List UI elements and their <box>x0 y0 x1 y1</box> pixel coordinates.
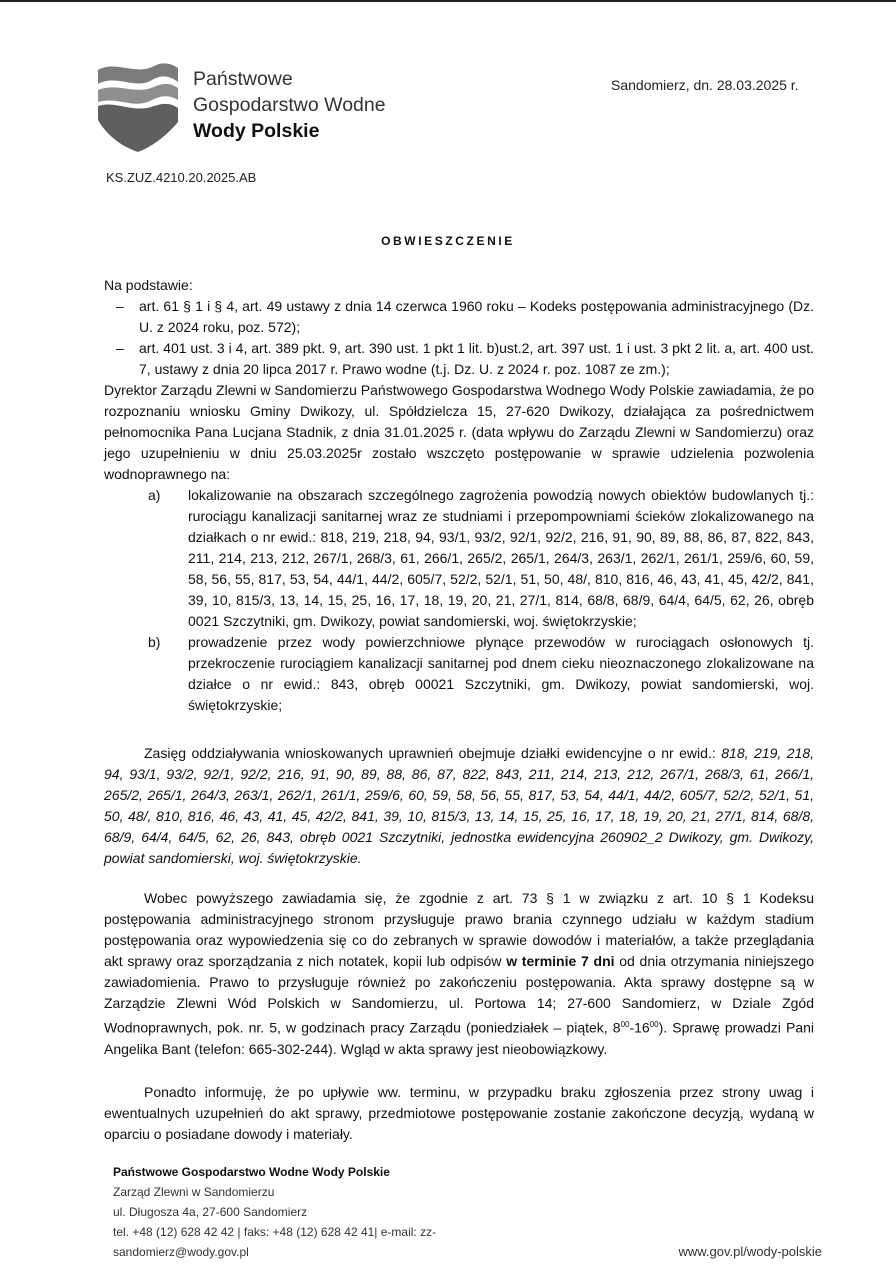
footer-email: sandomierz@wody.gov.pl <box>113 1245 249 1259</box>
deadline-text: w terminie 7 dni <box>506 953 615 969</box>
basis-item-text: art. 401 ust. 3 i 4, art. 389 pkt. 9, art. 390 ust. 1 pkt 1 lit. b)ust.2, art. 397 ust. 1 i ust. 3 pkt 2 lit. a, art. 400 ust. 7, ustawy z dnia 20 lipca 2017 r. Prawo wodne (t.j. Dz. U. z 2024 r. poz. 1087 ze zm.); <box>139 340 814 377</box>
logo-line-3: Wody Polskie <box>193 120 320 142</box>
notice-paragraph: Dyrektor Zarządu Zlewni w Sandomierzu Państwowego Gospodarstwa Wodnego Wody Polskie zawiadamia, że po rozpoznaniu wniosku Gminy Dwikozy, ul. Spółdzielcza 15, 27-620 Dwikozy, działająca za pośrednictwem pełnomocnika Pana Lucjana Stadnik, z dnia 31.01.2025 r. (data wpływu do Zarządu Zlewni w Sandomierzu) oraz jego uzupełnieniu w dniu 25.03.2025r zostało wszczęto postępowanie w sprawie udzielenia pozwolenia wodnoprawnego na: <box>104 382 814 482</box>
rights-text-d: ). Sprawę prowadzi Pani Angelika Bant (telefon: 665-302-244). Wgląd w akta sprawy jest nieobowiązkowy. <box>104 1019 814 1057</box>
legal-basis <box>104 275 814 716</box>
request-item-a <box>148 485 814 632</box>
footer-org: Państwowe Gospodarstwo Wodne Wody Polskie <box>113 1165 390 1179</box>
dash-bullet: – <box>116 298 124 314</box>
footer-unit: Zarząd Zlewni w Sandomierzu <box>113 1185 275 1199</box>
scan-top-border <box>0 0 896 2</box>
item-text: lokalizowanie na obszarach szczególnego zagrożenia powodzią nowych obiektów budowlanych tj.: rurociągu kanalizacji sanitarnej wraz ze studniami i przepompowniami ścieków zlokalizowanego na działkach o nr ewid.: 818, 219, 218, 94, 93/1, 93/2, 92/1, 92/2, 216, 91, 90, 89, 88, 86, 87, 822, 843, 211, 214, 213, 212, 267/1, 268/3, 61, 266/1, 265/2, 265/1, 264/3, 263/1, 262/1, 261/1, 259/6, 60, 59, 58, 56, 55, 817, 53, 54, 44/1, 44/2, 605/7, 52/2, 52/1, 51, 50, 48/, 810, 816, 46, 43, 41, 45, 42/2, 841, 39, 10, 815/3, 13, 14, 15, 25, 16, 17, 18, 19, 20, 21, 27/1, 814, 68/8, 68/9, 64/4, 64/5, 62, 26, obręb 0021 Szczytniki, gm. Dwikozy, powiat sandomierski, woj. świętokrzyskie; <box>188 487 814 629</box>
dash-bullet: – <box>116 340 124 356</box>
rights-paragraph <box>104 888 814 1060</box>
footer-address: ul. Długosza 4a, 27-600 Sandomierz <box>113 1205 308 1219</box>
logo-line-1: Państwowe <box>193 68 293 90</box>
basis-item <box>104 296 814 338</box>
request-item-b <box>148 632 814 716</box>
item-text: prowadzenie przez wody powierzchniowe płynące przewodów w rurociągach osłonowych tj. przekroczenie rurociągiem kanalizacji sanitarnej pod dnem cieku nieoznaczonego zlokalizowane na działce o nr ewid.: 843, obręb 00021 Szczytniki, gm. Dwikozy, powiat sandomierski, woj. świętokrzyskie; <box>188 634 814 713</box>
case-signature: KS.ZUZ.4210.20.2025.AB <box>106 170 257 185</box>
footer-website: www.gov.pl/wody-polskie <box>678 1244 822 1259</box>
hour-sup-1: 00 <box>620 1020 630 1029</box>
footer-contact <box>113 1162 436 1262</box>
wody-polskie-logo-icon <box>96 62 180 154</box>
document-date: Sandomierz, dn. 28.03.2025 r. <box>611 77 799 93</box>
footer-contact-line: tel. +48 (12) 628 42 42 | faks: +48 (12) 628 42 41| e-mail: zz- <box>113 1225 437 1239</box>
basis-item-text: art. 61 § 1 i § 4, art. 49 ustawy z dnia 14 czerwca 1960 roku – Kodeks postępowania administracyjnego (Dz. U. z 2024 roku, poz. 572); <box>139 298 814 335</box>
item-label: a) <box>148 487 161 503</box>
rights-text-b: od dnia otrzymania niniejszego zawiadomienia. Prawo to przysługuje również po zakończeniu postępowania. Akta sprawy dostępne są w Zarządzie Zlewni Wód Polskich w Sandomierzu, ul. Portowa 14; 27-600 Sandomierz, w Dziale Zgód Wodnoprawnych, pok. nr. 5, w godzinach pracy Zarządu (poniedziałek – piątek, 8 <box>104 953 814 1036</box>
closing-paragraph: Ponadto informuję, że po upływie ww. terminu, w przypadku braku zgłoszenia przez strony uwag i ewentualnych uzupełnień do akt sprawy, przedmiotowe postępowanie zostanie zakończone decyzją, wydaną w oparciu o posiadane dowody i materiały. <box>104 1084 814 1142</box>
scope-parcels: 818, 219, 218, 94, 93/1, 93/2, 92/1, 92/2, 216, 91, 90, 89, 88, 86, 87, 822, 843, 211, 214, 213, 212, 267/1, 268/3, 61, 266/1, 265/2, 265/1, 264/3, 263/1, 262/1, 261/1, 259/6, 60, 59, 58, 56, 55, 817, 53, 54, 44/1, 44/2, 605/7, 52/2, 52/1, 51, 50, 48/, 810, 816, 46, 43, 41, 45, 42/2, 841, 39, 10, 815/3, 13, 14, 15, 25, 16, 17, 18, 19, 20, 21, 27/1, 814, 68/8, 68/9, 64/4, 64/5, 62, 26, 843, obręb 0021 Szczytniki, jednostka ewidencyjna 260902_2 Dwikozy, gm. Dwikozy, powiat sandomierski, woj. świętokrzyskie. <box>104 745 815 866</box>
basis-item <box>104 338 814 380</box>
scope-lead: Zasięg oddziaływania wnioskowanych uprawnień obejmuje działki ewidencyjne o nr ewid.: <box>144 745 716 761</box>
scope-paragraph <box>104 743 814 869</box>
rights-text-a: Wobec powyższego zawiadamia się, że zgodnie z art. 73 § 1 w związku z art. 10 § 1 Kodeksu postępowania administracyjnego stronom przysługuje prawo brania czynnego udziału w każdym stadium postępowania oraz wypowiedzenia się co do zebranych w sprawie dowodów i materiałów, a także przeglądania akt sprawy oraz sporządzania z nich notatek, kopii lub odpisów <box>104 890 814 969</box>
basis-intro: Na podstawie: <box>104 277 193 293</box>
rights-text-c: -16 <box>629 1019 650 1036</box>
logo-line-2: Gospodarstwo Wodne <box>193 94 386 116</box>
logo-wordmark <box>193 66 386 144</box>
hour-sup-2: 00 <box>649 1020 659 1029</box>
item-label: b) <box>148 634 161 650</box>
document-title: OBWIESZCZENIE <box>381 234 515 248</box>
